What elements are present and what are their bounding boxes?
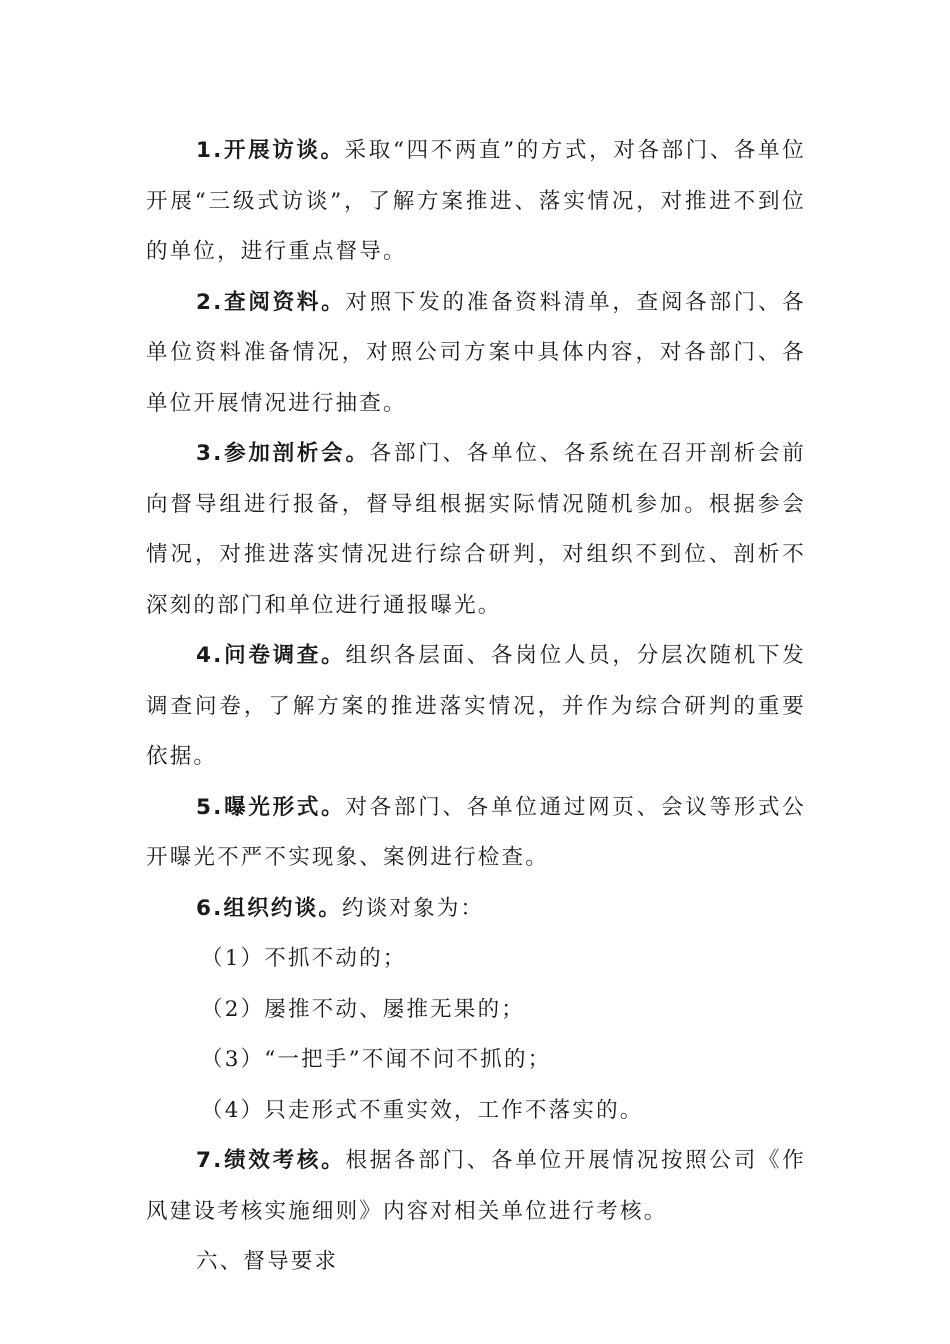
list-item: （4）只走形式不重实效，工作不落实的。 <box>201 1097 644 1123</box>
paragraph-text: 根据各部门、各单位开展情况按照公司《作风建设考核实施细则》内容对相关单位进行考核。 <box>146 1148 806 1224</box>
paragraph-performance <box>146 1136 806 1237</box>
section-heading: 六、督导要求 <box>196 1249 339 1274</box>
paragraph-lead: 3.参加剖析会。 <box>196 441 370 466</box>
paragraph-questionnaire <box>146 631 806 783</box>
paragraph-analysis-meeting <box>146 429 806 631</box>
paragraph-review-materials <box>146 278 806 430</box>
paragraph-text: 采取“四不两直”的方式，对各部门、各单位开展“三级式访谈”，了解方案推进、落实情况，对推进不到位的单位，进行重点督导。 <box>146 138 806 264</box>
paragraph-lead: 6.组织约谈。 <box>196 895 343 921</box>
paragraph-lead: 4.问卷调查。 <box>196 643 346 668</box>
paragraph-exposure <box>146 783 806 884</box>
paragraph-text: 组织各层面、各岗位人员，分层次随机下发调查问卷，了解方案的推进落实情况，并作为综合研判的重要依据。 <box>146 643 806 769</box>
paragraph-interview-talks <box>146 884 806 935</box>
paragraph-lead: 5.曝光形式。 <box>196 794 346 820</box>
paragraph-text: 对各部门、各单位通过网页、会议等形式公开曝光不严不实现象、案例进行检查。 <box>146 794 806 870</box>
document-body <box>146 126 806 1288</box>
paragraph-text: 对照下发的准备资料清单，查阅各部门、各单位资料准备情况，对照公司方案中具体内容，对各部门、各单位开展情况进行抽查。 <box>146 289 806 416</box>
list-item: （1）不抓不动的； <box>201 946 407 971</box>
list-item: （2）屡推不动、屡推无果的； <box>201 996 525 1022</box>
paragraph-lead: 1.开展访谈。 <box>196 138 345 163</box>
list-item: （3）“一把手”不闻不问不抓的； <box>201 1047 552 1072</box>
paragraph-lead: 2.查阅资料。 <box>196 289 346 315</box>
paragraph-text: 各部门、各单位、各系统在召开剖析会前向督导组进行报备，督导组根据实际情况随机参加。根据参会情况，对推进落实情况进行综合研判，对组织不到位、剖析不深刻的部门和单位进行通报曝光。 <box>146 441 806 618</box>
paragraph-interview <box>146 126 806 278</box>
paragraph-text: 约谈对象为： <box>342 895 485 921</box>
paragraph-lead: 7.绩效考核。 <box>196 1148 346 1173</box>
